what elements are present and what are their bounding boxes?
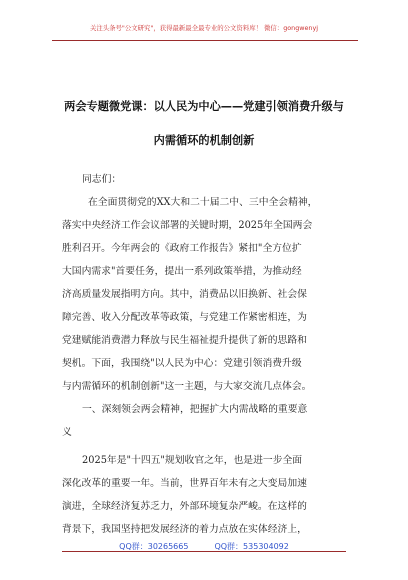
body-line: 胜利召开。今年两会的《政府工作报告》紧扣"全方位扩 [62,243,302,254]
body-line: 演进，全球经济复苏乏力，外部环境复杂严峻。在这样的 [62,501,307,512]
body-line: 落实中央经济工作会议部署的关键时期，2025年全国两会 [62,220,313,231]
body-line: 障完善、收入分配改革等政策，与党建工作紧密相连，为 [62,312,307,323]
title-line-1: 两会专题微党课：以人民为中心——党建引领消费升级与 [64,100,344,113]
footer-divider [62,551,346,552]
body-line: 在全面贯彻党的XX大和二十届二中、三中全会精神， [88,197,318,208]
body-line: 2025年是"十四五"规划收官之年，也是进一步全面 [82,455,303,466]
salutation: 同志们： [82,174,122,185]
body-line: 背景下，我国坚持把发展经济的着力点放在实体经济上， [62,524,307,535]
footer-qq-group-1: QQ群：30265665 [119,542,189,551]
title-line-2: 内需循环的机制创新 [153,134,255,147]
section-heading: 一、深刻领会两会精神，把握扩大内需战略的重要意 [82,404,308,415]
body-line: 深化改革的重要一年。当前，世界百年未有之大变局加速 [62,478,307,489]
body-line: 大国内需求"首要任务，提出一系列政策举措，为推动经 [62,266,302,277]
body-line: 契机。下面，我围绕"以人民为中心：党建引领消费升级 [62,358,302,369]
section-heading-cont: 义 [62,427,72,438]
body-line: 党建赋能消费潜力释放与民生福祉提升提供了新的思路和 [62,335,307,346]
header-banner: 关注头条号"公文研究"，获得最新最全最专业的公文资料库！ 微信：gongwenyj [89,24,319,32]
body-line: 与内需循环的机制创新"这一主题，与大家交流几点体会。 [62,381,312,392]
footer-qq-group-2: QQ群：535304092 [214,542,289,551]
header-divider [52,40,358,41]
body-line: 济高质量发展指明方向。其中，消费品以旧换新、社会保 [62,289,307,300]
